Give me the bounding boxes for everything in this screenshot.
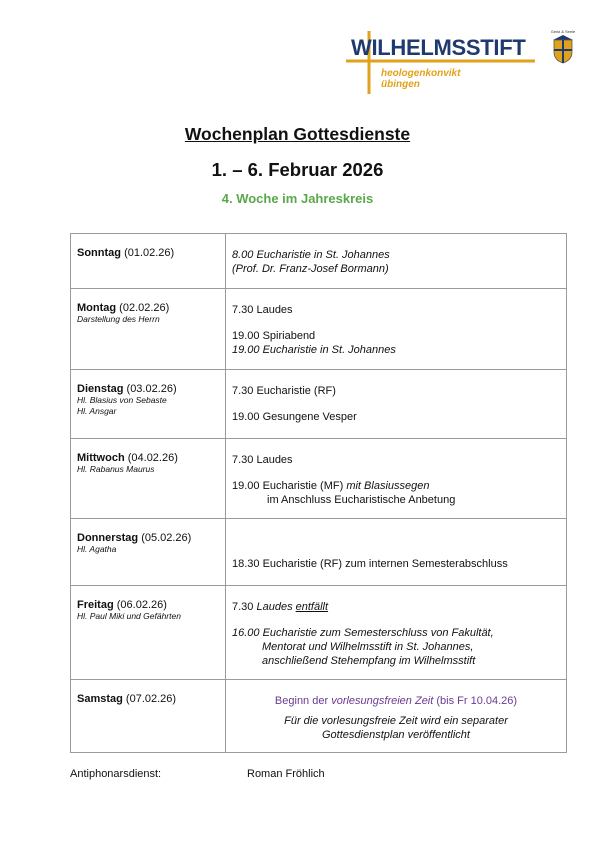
event-line: 19.00 Eucharistie in St. Johannes <box>232 344 396 356</box>
wilhelmsstift-logo <box>345 28 585 98</box>
event-line-group <box>226 694 566 708</box>
event-line: 7.30 <box>232 601 254 613</box>
event-line: anschließend Stehempfang im Wilhelmsstift <box>262 655 476 667</box>
events-cell <box>226 370 567 439</box>
liturgical-week: 4. Woche im Jahreskreis <box>221 191 374 206</box>
day-name: Dienstag <box>77 383 124 395</box>
logo-name: WILHELMSSTIFT <box>351 35 526 60</box>
event-line: 16.00 Eucharistie zum Semesterschluss von Fakultät, <box>232 627 494 639</box>
event-note: mit Blasiussegen <box>346 480 430 492</box>
events-cell <box>226 586 567 680</box>
saint-label: Hl. Ansgar <box>77 406 117 416</box>
logo-subtitle-line2: übingen <box>381 79 420 90</box>
events-cell <box>226 680 567 753</box>
event-line: 8.00 Eucharistie in St. Johannes <box>232 249 390 261</box>
table-row <box>71 519 567 586</box>
table-row <box>71 439 567 519</box>
event-line: Für die vorlesungsfreie Zeit wird ein separater <box>284 715 508 727</box>
antiphonar-label: Antiphonarsdienst: <box>70 768 162 780</box>
event-line-group <box>232 600 566 614</box>
antiphonar-name: Roman Fröhlich <box>247 768 325 780</box>
event-line: im Anschluss Eucharistische Anbetung <box>267 494 456 506</box>
day-date: (03.02.26) <box>126 383 177 395</box>
day-cell <box>71 586 226 680</box>
day-cell <box>71 234 226 289</box>
event-line: vorlesungsfreien Zeit <box>331 695 434 707</box>
table-row <box>71 234 567 289</box>
event-line: Beginn der <box>274 695 329 707</box>
day-date: (01.02.26) <box>124 247 175 259</box>
events-cell <box>226 519 567 586</box>
day-cell <box>71 439 226 519</box>
table-row <box>71 370 567 439</box>
logo-subtitle <box>381 68 460 90</box>
day-cell <box>71 370 226 439</box>
day-cell <box>71 680 226 753</box>
day-name: Freitag <box>77 599 114 611</box>
saint-label: Hl. Blasius von Sebaste <box>77 395 167 405</box>
table-row <box>71 680 567 753</box>
event-line: 19.00 Spiriabend <box>232 330 316 342</box>
saint-label: Hl. Agatha <box>77 544 117 554</box>
table-row <box>71 586 567 680</box>
day-date: (05.02.26) <box>141 532 192 544</box>
date-range: 1. – 6. Februar 2026 <box>211 159 384 180</box>
event-line: 7.30 Laudes <box>232 454 293 466</box>
crest-caption: Geist & Seele <box>550 29 576 34</box>
day-name: Sonntag <box>77 247 121 259</box>
day-name: Montag <box>77 302 117 314</box>
event-line: 19.00 Eucharistie (MF) <box>232 480 344 492</box>
day-date: (02.02.26) <box>119 302 170 314</box>
event-line: Laudes <box>256 601 293 613</box>
cancelled-label: entfällt <box>295 601 329 613</box>
schedule-table <box>70 233 567 753</box>
saint-label: Hl. Paul Miki und Gefährten <box>77 611 181 621</box>
event-line: (bis Fr 10.04.26) <box>436 695 518 707</box>
saint-label: Darstellung des Herrn <box>77 314 160 324</box>
day-date: (06.02.26) <box>116 599 167 611</box>
event-line: 19.00 Gesungene Vesper <box>232 411 357 423</box>
day-cell <box>71 519 226 586</box>
logo-subtitle-line1: heologenkonvikt <box>381 68 461 79</box>
day-name: Mittwoch <box>77 452 125 464</box>
event-line-group <box>232 479 566 493</box>
table-row <box>71 289 567 370</box>
events-cell <box>226 234 567 289</box>
day-cell <box>71 289 226 370</box>
day-date: (04.02.26) <box>127 452 178 464</box>
events-cell <box>226 289 567 370</box>
day-name: Donnerstag <box>77 532 139 544</box>
event-line: (Prof. Dr. Franz-Josef Bormann) <box>232 263 389 275</box>
events-cell <box>226 439 567 519</box>
coat-of-arms-icon <box>548 28 578 64</box>
event-line: 7.30 Laudes <box>232 304 293 316</box>
saint-label: Hl. Rabanus Maurus <box>77 464 155 474</box>
event-line: Mentorat und Wilhelmsstift in St. Johannes, <box>262 641 474 653</box>
day-name: Samstag <box>77 693 123 705</box>
event-line: 7.30 Eucharistie (RF) <box>232 385 336 397</box>
event-line: 18.30 Eucharistie (RF) zum internen Semesterabschluss <box>232 558 508 570</box>
day-date: (07.02.26) <box>125 693 177 705</box>
page-title: Wochenplan Gottesdienste <box>184 124 411 144</box>
event-line: Gottesdienstplan veröffentlicht <box>322 729 470 741</box>
